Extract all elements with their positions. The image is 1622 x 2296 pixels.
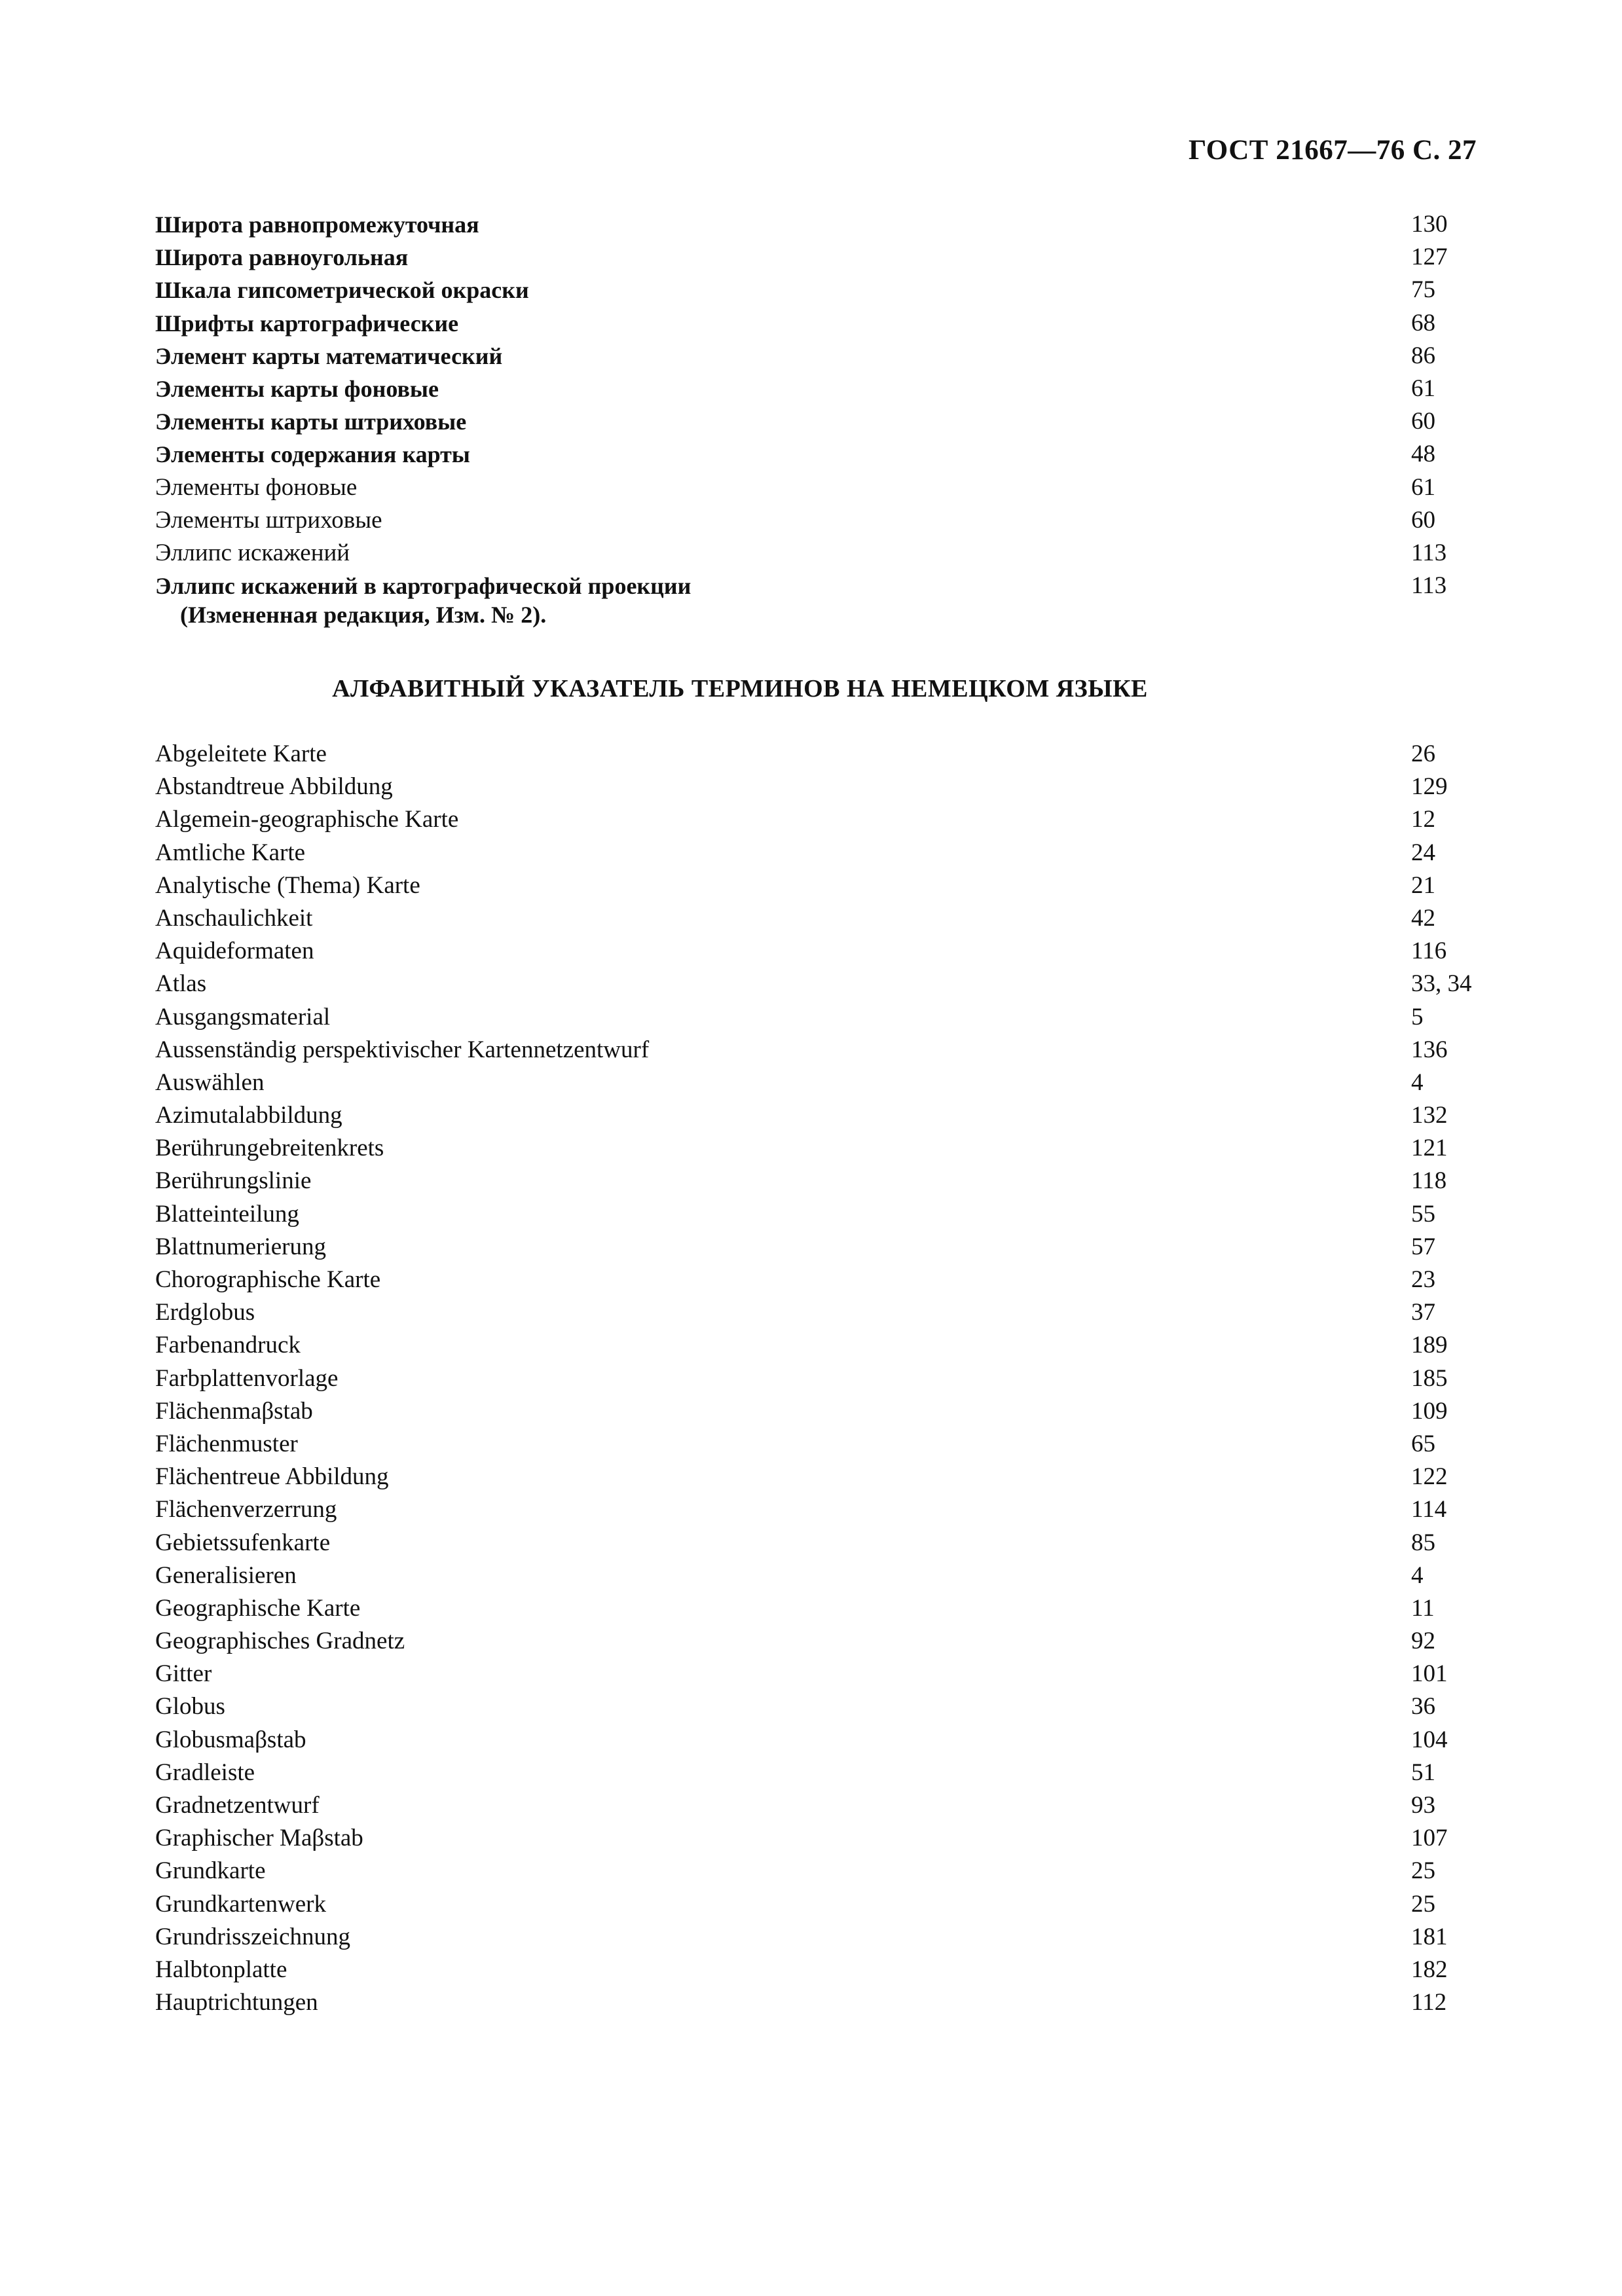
index-entry — [155, 1264, 1478, 1296]
index-term: Analytische (Thema) Karte — [155, 871, 420, 899]
index-entry — [155, 1165, 1478, 1197]
index-term: Элементы карты фоновые — [155, 375, 439, 402]
index-term: Geographische Karte — [155, 1594, 361, 1622]
index-term: Широта равноугольная — [155, 244, 409, 271]
index-page-number: 21 — [1411, 871, 1435, 899]
index-page-number: 51 — [1411, 1758, 1435, 1786]
index-term: Эллипс искажений — [155, 539, 350, 566]
index-page-number: 132 — [1411, 1102, 1448, 1129]
index-entry — [155, 1757, 1478, 1789]
index-page-number: 185 — [1411, 1364, 1448, 1392]
german-index-title: АЛФАВИТНЫЙ УКАЗАТЕЛЬ ТЕРМИНОВ НА НЕМЕЦКОМ ЯЗЫКЕ — [332, 675, 1148, 702]
index-term: Широта равнопромежуточная — [155, 211, 479, 238]
index-page-number: 65 — [1411, 1430, 1435, 1457]
index-entry — [155, 1001, 1478, 1034]
index-entry — [155, 307, 1478, 340]
index-term: Halbtonplatte — [155, 1956, 287, 1983]
index-entry — [155, 1658, 1478, 1690]
index-page-number: 23 — [1411, 1266, 1435, 1293]
index-entry — [155, 771, 1478, 803]
index-entry — [155, 738, 1478, 771]
index-page-number: 121 — [1411, 1135, 1448, 1162]
index-term: Элементы штриховые — [155, 506, 382, 534]
index-entry — [155, 1921, 1478, 1954]
index-page-number: 48 — [1411, 441, 1435, 468]
index-page-number: 113 — [1411, 572, 1447, 600]
index-page-number: 37 — [1411, 1299, 1435, 1326]
german-index-list — [155, 738, 1478, 2019]
index-term: Hauptrichtungen — [155, 1989, 318, 2016]
index-term: Элементы карты штриховые — [155, 409, 467, 435]
index-page-number: 181 — [1411, 1923, 1448, 1950]
index-entry — [155, 1066, 1478, 1099]
index-page-number: 55 — [1411, 1200, 1435, 1228]
index-term: Flächentreue Abbildung — [155, 1463, 389, 1491]
index-entry — [155, 1789, 1478, 1822]
index-entry — [155, 837, 1478, 869]
amendment-note: (Измененная редакция, Изм. № 2). — [180, 602, 547, 628]
index-entry — [155, 1296, 1478, 1329]
index-entry — [155, 1822, 1478, 1855]
index-entry — [155, 1625, 1478, 1658]
index-term: Farbenandruck — [155, 1332, 301, 1359]
index-page-number: 5 — [1411, 1003, 1424, 1030]
index-page-number: 68 — [1411, 309, 1435, 337]
index-entry — [155, 1855, 1478, 1887]
index-term: Azimutalabbildung — [155, 1102, 342, 1129]
index-entry — [155, 1099, 1478, 1132]
index-entry — [155, 1132, 1478, 1165]
index-page-number: 112 — [1411, 1989, 1447, 2016]
index-entry — [155, 208, 1478, 241]
index-page-number: 189 — [1411, 1332, 1448, 1359]
index-page-number: 113 — [1411, 539, 1447, 566]
index-entry — [155, 537, 1478, 570]
index-term: Berührungebreitenkrets — [155, 1135, 384, 1162]
index-page-number: 109 — [1411, 1397, 1448, 1425]
index-page-number: 116 — [1411, 938, 1447, 965]
index-entry — [155, 1527, 1478, 1559]
index-page-number: 42 — [1411, 904, 1435, 932]
index-page-number: 129 — [1411, 773, 1448, 801]
index-page-number: 92 — [1411, 1628, 1435, 1655]
index-page-number: 86 — [1411, 342, 1435, 369]
index-term: Blatteinteilung — [155, 1200, 299, 1228]
index-term: Aussenständig perspektivischer Kartennetzentwurf — [155, 1036, 650, 1063]
index-entry — [155, 803, 1478, 836]
index-page-number: 182 — [1411, 1956, 1448, 1983]
index-page-number: 12 — [1411, 806, 1435, 833]
index-entry — [155, 438, 1478, 471]
index-page-number: 24 — [1411, 839, 1435, 866]
index-page-number: 61 — [1411, 473, 1435, 501]
index-term: Flächenmuster — [155, 1430, 298, 1457]
index-term: Gradnetzentwurf — [155, 1792, 320, 1819]
index-term: Grundrisszeichnung — [155, 1923, 350, 1950]
index-term: Globus — [155, 1693, 225, 1721]
index-term: Flächenmaβstab — [155, 1397, 313, 1425]
index-term: Atlas — [155, 970, 207, 998]
index-entry — [155, 902, 1478, 935]
index-page-number: 130 — [1411, 211, 1448, 238]
index-page-number: 25 — [1411, 1857, 1435, 1885]
index-page-number: 127 — [1411, 244, 1448, 271]
index-entry — [155, 1428, 1478, 1461]
index-page-number: 11 — [1411, 1594, 1435, 1622]
index-entry — [155, 1986, 1478, 2019]
index-entry — [155, 274, 1478, 306]
index-term: Graphischer Maβstab — [155, 1825, 363, 1852]
index-entry — [155, 1034, 1478, 1066]
index-page-number: 4 — [1411, 1068, 1424, 1096]
index-page-number: 61 — [1411, 374, 1435, 402]
index-entry — [155, 1231, 1478, 1264]
index-page-number: 85 — [1411, 1529, 1435, 1556]
index-entry — [155, 935, 1478, 968]
index-entry — [155, 241, 1478, 274]
index-term: Berührungslinie — [155, 1167, 312, 1195]
index-entry — [155, 405, 1478, 438]
index-page-number: 114 — [1411, 1496, 1447, 1523]
index-term: Grundkartenwerk — [155, 1890, 326, 1918]
index-page-number: 104 — [1411, 1726, 1448, 1753]
index-entry — [155, 570, 1478, 602]
index-term: Chorographische Karte — [155, 1266, 381, 1293]
index-term: Элементы фоновые — [155, 473, 358, 501]
index-term: Geographisches Gradnetz — [155, 1628, 405, 1655]
index-entry — [155, 471, 1478, 504]
index-term: Farbplattenvorlage — [155, 1364, 339, 1392]
index-entry — [155, 869, 1478, 902]
index-term: Anschaulichkeit — [155, 904, 313, 932]
index-term: Gitter — [155, 1660, 212, 1688]
index-entry — [155, 968, 1478, 1000]
index-term: Auswählen — [155, 1068, 265, 1096]
index-page-number: 33, 34 — [1411, 970, 1472, 998]
index-page-number: 93 — [1411, 1792, 1435, 1819]
index-entry — [155, 1690, 1478, 1723]
index-page-number: 136 — [1411, 1036, 1448, 1063]
index-entry — [155, 1493, 1478, 1526]
index-entry — [155, 1362, 1478, 1395]
index-page-number: 25 — [1411, 1890, 1435, 1918]
index-entry — [155, 1724, 1478, 1757]
index-entry — [155, 1888, 1478, 1921]
index-term: Шрифты картографические — [155, 310, 459, 337]
index-entry — [155, 1461, 1478, 1493]
index-term: Grundkarte — [155, 1857, 266, 1885]
index-entry — [155, 340, 1478, 373]
index-page-number: 60 — [1411, 408, 1435, 435]
index-term: Flächenverzerrung — [155, 1496, 337, 1523]
index-page-number: 101 — [1411, 1660, 1448, 1688]
index-entry — [155, 1954, 1478, 1986]
index-term: Amtliche Karte — [155, 839, 306, 866]
index-entry — [155, 1198, 1478, 1231]
index-page-number: 60 — [1411, 506, 1435, 534]
index-term: Ausgangsmaterial — [155, 1003, 331, 1030]
index-page-number: 75 — [1411, 276, 1435, 304]
index-term: Aquideformaten — [155, 938, 314, 965]
index-term: Gradleiste — [155, 1758, 255, 1786]
index-term: Abstandtreue Abbildung — [155, 773, 393, 801]
index-page-number: 36 — [1411, 1693, 1435, 1721]
index-term: Generalisieren — [155, 1561, 297, 1589]
index-term: Erdglobus — [155, 1299, 255, 1326]
russian-index-list — [155, 208, 1478, 602]
index-page-number: 118 — [1411, 1167, 1447, 1195]
index-page-number: 57 — [1411, 1233, 1435, 1260]
index-term: Шкала гипсометрической окраски — [155, 277, 529, 304]
index-term: Blattnumerierung — [155, 1233, 326, 1260]
index-page-number: 4 — [1411, 1561, 1424, 1589]
index-term: Globusmaβstab — [155, 1726, 306, 1753]
index-term: Gebietssufenkarte — [155, 1529, 331, 1556]
index-term: Элемент карты математический — [155, 342, 503, 369]
index-page-number: 26 — [1411, 740, 1435, 767]
index-entry — [155, 1395, 1478, 1428]
page-header: ГОСТ 21667—76 С. 27 — [1188, 135, 1477, 166]
index-term: Algemein-geographische Karte — [155, 806, 459, 833]
index-entry — [155, 504, 1478, 537]
index-term: Эллипс искажений в картографической проекции — [155, 573, 691, 600]
index-entry — [155, 1592, 1478, 1625]
index-page-number: 122 — [1411, 1463, 1448, 1491]
index-term: Элементы содержания карты — [155, 441, 470, 468]
index-page-number: 107 — [1411, 1825, 1448, 1852]
index-entry — [155, 1329, 1478, 1362]
index-term: Abgeleitete Karte — [155, 740, 327, 767]
index-entry — [155, 1559, 1478, 1592]
index-entry — [155, 373, 1478, 405]
